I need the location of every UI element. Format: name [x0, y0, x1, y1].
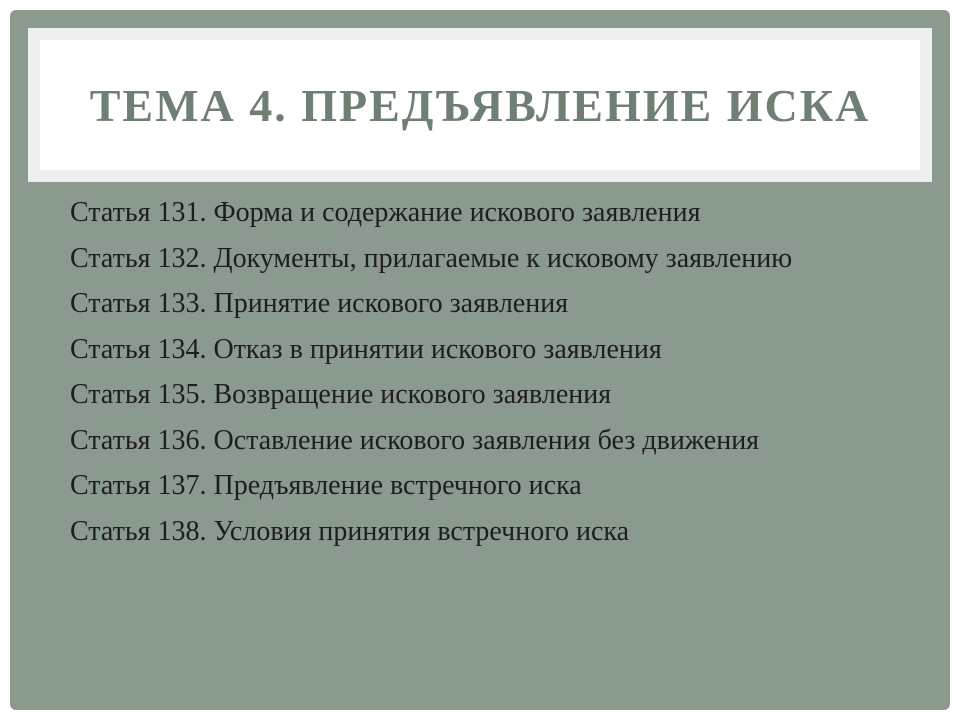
slide [10, 10, 950, 710]
list-item-article-138: Статья 138. Условия принятия встречного иска [70, 515, 630, 547]
list-item-article-135: Статья 135. Возвращение искового заявления [70, 379, 612, 410]
list-item-article-133: Статья 133. Принятие искового заявления [70, 288, 569, 319]
list-item-article-137: Статья 137. Предъявление встречного иска [70, 470, 582, 501]
list-item-article-134: Статья 134. Отказ в принятии искового заявления [70, 333, 662, 365]
slide-title: ТЕМА 4. ПРЕДЪЯВЛЕНИЕ ИСКА [89, 79, 871, 131]
title-box [40, 40, 920, 170]
article-list [70, 190, 910, 554]
list-item-article-132: Статья 132. Документы, прилагаемые к исковому заявлению [70, 242, 793, 274]
list-item-article-136: Статья 136. Оставление искового заявления без движения [70, 424, 760, 456]
list-item-article-131: Статья 131. Форма и содержание искового заявления [70, 197, 701, 228]
